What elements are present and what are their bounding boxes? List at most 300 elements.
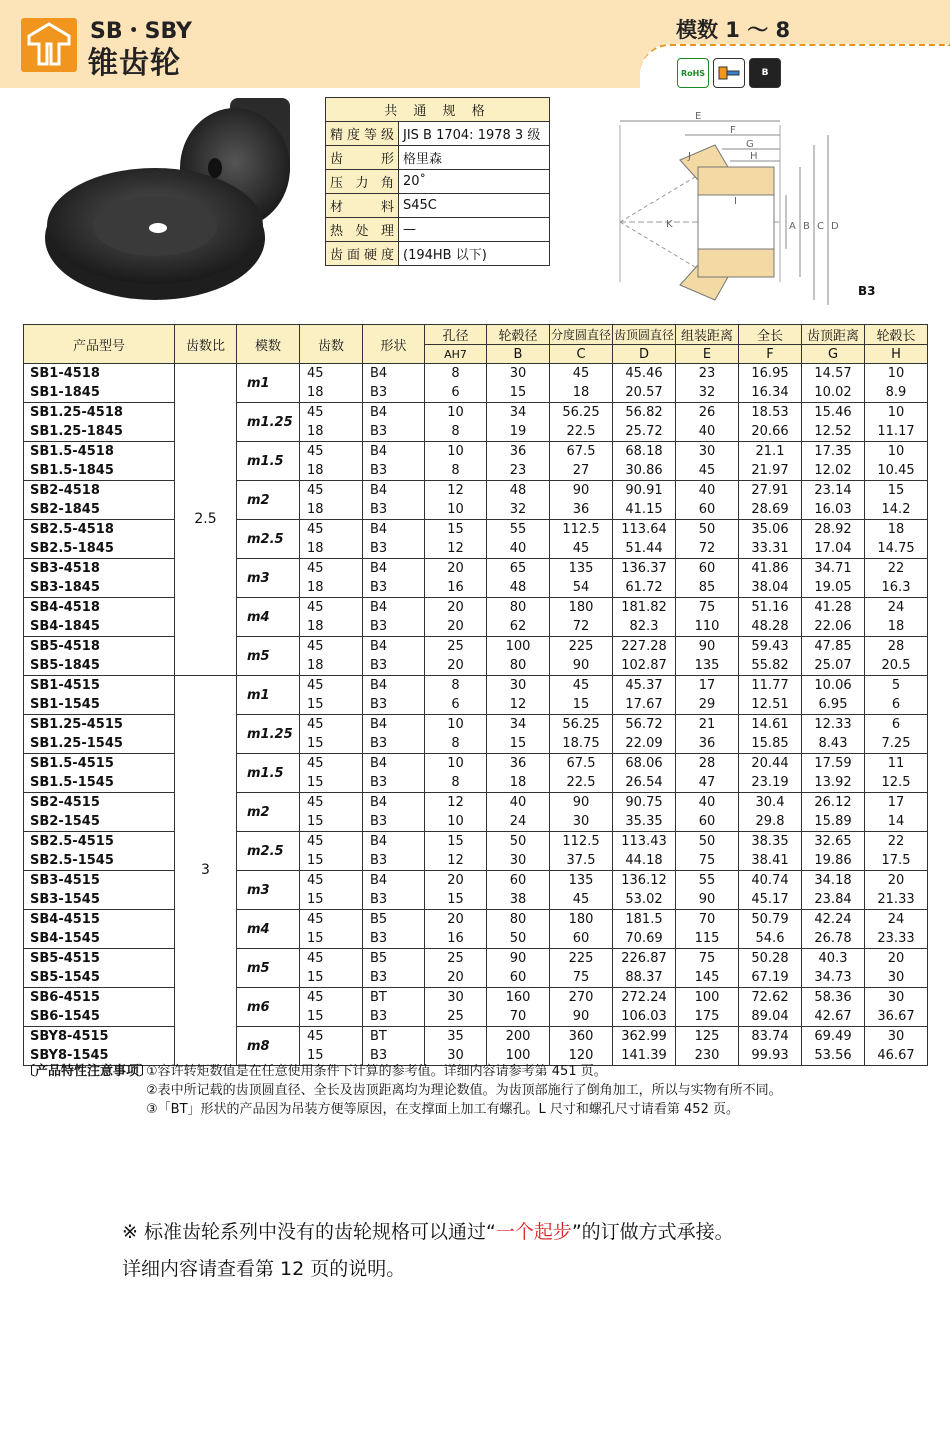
table-row [24, 793, 928, 832]
footer-highlight: 一个起步 [495, 1221, 572, 1243]
shape-cell-value: B4 [370, 522, 388, 537]
mount-dist-cell-value: 85 [698, 580, 716, 595]
shape-cell-value: B3 [370, 931, 388, 946]
header-model: 产品型号 [24, 325, 175, 364]
hub-len-cell [865, 754, 928, 793]
hub-len-cell-value: 24 [887, 912, 905, 927]
crown-dist-cell [802, 715, 865, 754]
teeth-cell-value: 15 [307, 736, 324, 751]
bore-cell [425, 793, 487, 832]
teeth-cell-value: 15 [307, 697, 324, 712]
module-cell: m6 [237, 988, 300, 1027]
hub-dia-cell-value: 24 [509, 814, 527, 829]
pitch-dia-cell [550, 949, 613, 988]
mount-dist-cell-value: 72 [698, 541, 716, 556]
mount-dist-cell-value: 60 [698, 502, 716, 517]
total-len-cell-value: 48.28 [751, 619, 789, 634]
dim-D: D [831, 221, 839, 232]
sub-header-F: F [739, 345, 802, 364]
hub-dia-cell-value: 34 [509, 717, 527, 732]
crown-dist-cell-value: 19.86 [814, 853, 852, 868]
teeth-cell [300, 364, 363, 403]
pitch-dia-cell-value: 225 [568, 639, 594, 654]
hub-len-cell [865, 481, 928, 520]
bore-cell-value: 35 [447, 1029, 464, 1044]
dim-H: H [750, 151, 758, 162]
header-hub-dia: 轮毂径 [487, 325, 550, 345]
crown-dist-cell [802, 598, 865, 637]
model-cell-value: SB2-1845 [30, 502, 100, 517]
teeth-cell-value: 15 [307, 1009, 324, 1024]
teeth-cell-value: 45 [307, 834, 324, 849]
teeth-cell-value: 18 [307, 580, 324, 595]
outside-dia-cell [613, 442, 676, 481]
spec-key: 材 料 [326, 194, 399, 218]
outside-dia-cell [613, 598, 676, 637]
bore-cell-value: 15 [447, 892, 464, 907]
model-cell [24, 715, 175, 754]
mount-dist-cell [676, 754, 739, 793]
teeth-cell-value: 45 [307, 405, 324, 420]
total-len-cell [739, 988, 802, 1027]
crown-dist-cell-value: 10.06 [814, 678, 852, 693]
model-cell-value: SB1-4515 [30, 678, 100, 693]
hub-dia-cell-value: 38 [509, 892, 527, 907]
teeth-cell [300, 559, 363, 598]
crown-dist-cell [802, 871, 865, 910]
model-cell [24, 559, 175, 598]
hub-len-cell-value: 28 [887, 639, 905, 654]
hub-len-cell [865, 1027, 928, 1066]
total-len-cell-value: 23.19 [751, 775, 789, 790]
total-len-cell-value: 55.82 [751, 658, 789, 673]
total-len-cell [739, 481, 802, 520]
outside-dia-cell-value: 30.86 [625, 463, 663, 478]
dim-I: I [734, 196, 737, 207]
crown-dist-cell-value: 17.59 [814, 756, 852, 771]
total-len-cell-value: 15.85 [751, 736, 789, 751]
note-item: ③「BT」形状的产品因为吊装方便等原因，在支撑面上加工有螺孔。L 尺寸和螺孔尺寸请看第 452 页。 [146, 1102, 739, 1117]
module-cell: m3 [237, 871, 300, 910]
total-len-cell-value: 38.35 [751, 834, 789, 849]
teeth-cell [300, 442, 363, 481]
model-cell-value: SB4-4518 [30, 600, 100, 615]
bore-cell [425, 442, 487, 481]
crown-dist-cell-value: 25.07 [814, 658, 852, 673]
rohs-icon: RoHS [677, 58, 709, 88]
ratio-cell: 3 [175, 676, 237, 1066]
crown-dist-cell-value: 41.28 [814, 600, 852, 615]
teeth-cell-value: 45 [307, 561, 324, 576]
model-cell-value: SB2.5-1545 [30, 853, 114, 868]
outside-dia-cell [613, 715, 676, 754]
model-cell-value: SB1.25-1845 [30, 424, 123, 439]
crown-dist-cell-value: 34.18 [814, 873, 852, 888]
shape-cell-value: B4 [370, 405, 388, 420]
crown-dist-cell-value: 47.85 [814, 639, 852, 654]
crown-dist-cell [802, 754, 865, 793]
pitch-dia-cell-value: 18.75 [562, 736, 600, 751]
pitch-dia-cell-value: 15 [572, 697, 590, 712]
shape-cell-value: B3 [370, 502, 388, 517]
bore-cell [425, 949, 487, 988]
bore-cell [425, 988, 487, 1027]
model-cell-value: SB2-4518 [30, 483, 100, 498]
table-row [24, 871, 928, 910]
mount-dist-cell-value: 55 [698, 873, 716, 888]
crown-dist-cell-value: 16.03 [814, 502, 852, 517]
sub-header-H: H [865, 345, 928, 364]
table-row [24, 520, 928, 559]
bore-cell-value: 20 [447, 873, 464, 888]
header-bore: 孔径 [425, 325, 487, 345]
outside-dia-cell-value: 102.87 [621, 658, 667, 673]
badge-row [677, 58, 781, 88]
model-cell-value: SB6-4515 [30, 990, 100, 1005]
model-cell-value: SB5-1845 [30, 658, 100, 673]
teeth-cell [300, 871, 363, 910]
total-len-cell [739, 871, 802, 910]
table-row [24, 637, 928, 676]
hub-dia-cell [487, 949, 550, 988]
dim-G: G [746, 139, 754, 150]
pitch-dia-cell [550, 715, 613, 754]
mount-dist-cell-value: 75 [698, 951, 716, 966]
pitch-dia-cell-value: 270 [568, 990, 594, 1005]
model-cell-value: SB2-1545 [30, 814, 100, 829]
total-len-cell [739, 832, 802, 871]
crown-dist-cell-value: 17.35 [814, 444, 852, 459]
hub-len-cell [865, 520, 928, 559]
mount-dist-cell-value: 175 [694, 1009, 720, 1024]
hub-dia-cell-value: 60 [509, 873, 527, 888]
outside-dia-cell [613, 481, 676, 520]
module-cell: m4 [237, 598, 300, 637]
crown-dist-cell-value: 23.14 [814, 483, 852, 498]
hub-dia-cell-value: 100 [505, 639, 531, 654]
hub-dia-cell-value: 30 [509, 366, 527, 381]
hub-dia-cell-value: 15 [509, 736, 527, 751]
model-cell-value: SBY8-4515 [30, 1029, 109, 1044]
spec-key: 齿 形 [326, 146, 399, 170]
crown-dist-cell-value: 14.57 [814, 366, 852, 381]
pitch-dia-cell-value: 22.5 [566, 424, 596, 439]
header-shape: 形状 [363, 325, 425, 364]
teeth-cell [300, 754, 363, 793]
pitch-dia-cell-value: 225 [568, 951, 594, 966]
model-cell [24, 520, 175, 559]
teeth-cell-value: 45 [307, 366, 324, 381]
hub-len-cell [865, 442, 928, 481]
crown-dist-cell [802, 481, 865, 520]
mount-dist-cell-value: 90 [698, 639, 716, 654]
hub-len-cell [865, 715, 928, 754]
outside-dia-cell-value: 136.37 [621, 561, 667, 576]
pitch-dia-cell-value: 75 [572, 970, 590, 985]
hub-dia-cell-value: 200 [505, 1029, 531, 1044]
bore-type-b-icon: B [749, 58, 781, 88]
hub-dia-cell-value: 55 [509, 522, 527, 537]
bore-cell-value: 25 [447, 951, 464, 966]
model-cell-value: SBY8-1545 [30, 1048, 109, 1063]
teeth-cell-value: 15 [307, 931, 324, 946]
hub-dia-cell-value: 50 [509, 931, 527, 946]
teeth-cell-value: 15 [307, 814, 324, 829]
shape-cell-value: B3 [370, 736, 388, 751]
total-len-cell-value: 20.44 [751, 756, 789, 771]
shape-cell [363, 520, 425, 559]
pitch-dia-cell [550, 910, 613, 949]
spec-key: 精度等级 [326, 122, 399, 146]
mount-dist-cell-value: 75 [698, 600, 716, 615]
total-len-cell [739, 754, 802, 793]
shape-cell [363, 988, 425, 1027]
teeth-cell-value: 18 [307, 619, 324, 634]
crown-dist-cell [802, 949, 865, 988]
teeth-cell-value: 18 [307, 502, 324, 517]
total-len-cell-value: 27.91 [751, 483, 789, 498]
bore-cell-value: 20 [447, 619, 464, 634]
hub-len-cell-value: 16.3 [881, 580, 911, 595]
model-cell-value: SB1-1845 [30, 385, 100, 400]
bore-cell-value: 8 [451, 775, 460, 790]
total-len-cell-value: 16.34 [751, 385, 789, 400]
shape-cell [363, 871, 425, 910]
crown-dist-cell-value: 26.78 [814, 931, 852, 946]
shape-cell [363, 910, 425, 949]
hub-len-cell-value: 15 [887, 483, 905, 498]
crown-dist-cell [802, 442, 865, 481]
hub-dia-cell [487, 364, 550, 403]
hub-len-cell-value: 36.67 [877, 1009, 915, 1024]
shape-cell-value: B4 [370, 678, 388, 693]
teeth-cell [300, 598, 363, 637]
total-len-cell-value: 89.04 [751, 1009, 789, 1024]
note-item: ①容许转矩数值是在任意使用条件下计算的参考值。详细内容请参考第 451 页。 [146, 1064, 607, 1079]
teeth-cell-value: 15 [307, 1048, 324, 1063]
pitch-dia-cell-value: 30 [572, 814, 590, 829]
outside-dia-cell [613, 1027, 676, 1066]
hub-len-cell [865, 871, 928, 910]
sub-header-E: E [676, 345, 739, 364]
crown-dist-cell [802, 1027, 865, 1066]
hub-len-cell-value: 11.17 [877, 424, 915, 439]
header-outside-dia: 齿顶圆直径 [613, 325, 676, 345]
spec-title: 共 通 规 格 [326, 98, 550, 122]
crown-dist-cell [802, 676, 865, 715]
table-row [24, 949, 928, 988]
hub-dia-cell [487, 676, 550, 715]
product-notes [22, 1062, 782, 1119]
total-len-cell-value: 54.6 [755, 931, 785, 946]
outside-dia-cell-value: 45.46 [625, 366, 663, 381]
crown-dist-cell-value: 40.3 [818, 951, 848, 966]
hub-dia-cell [487, 871, 550, 910]
teeth-cell [300, 949, 363, 988]
total-len-cell [739, 442, 802, 481]
table-row [24, 559, 928, 598]
total-len-cell-value: 35.06 [751, 522, 789, 537]
hub-len-cell-value: 30 [887, 970, 905, 985]
mount-dist-cell-value: 21 [698, 717, 716, 732]
dim-J: J [688, 151, 691, 162]
hub-len-cell [865, 910, 928, 949]
total-len-cell-value: 50.79 [751, 912, 789, 927]
outside-dia-cell-value: 25.72 [625, 424, 663, 439]
hub-dia-cell [487, 910, 550, 949]
common-spec-table [325, 97, 550, 266]
teeth-cell [300, 676, 363, 715]
sub-header-D: D [613, 345, 676, 364]
total-len-cell-value: 45.17 [751, 892, 789, 907]
mount-dist-cell-value: 110 [694, 619, 720, 634]
outside-dia-cell-value: 56.72 [625, 717, 663, 732]
footer-line-1 [122, 1214, 734, 1251]
model-cell [24, 754, 175, 793]
pitch-dia-cell-value: 45 [572, 366, 590, 381]
hub-len-cell-value: 10 [887, 405, 905, 420]
hub-len-cell-value: 5 [891, 678, 901, 693]
mount-dist-cell-value: 47 [698, 775, 716, 790]
hub-dia-cell [487, 754, 550, 793]
outside-dia-cell-value: 272.24 [621, 990, 667, 1005]
hub-len-cell [865, 559, 928, 598]
outside-dia-cell-value: 113.64 [621, 522, 667, 537]
spec-key: 齿面硬度 [326, 242, 399, 266]
pitch-dia-cell-value: 27 [572, 463, 590, 478]
outside-dia-cell-value: 20.57 [625, 385, 663, 400]
hub-dia-cell-value: 48 [509, 580, 527, 595]
mount-dist-cell-value: 70 [698, 912, 716, 927]
brand-logo [21, 18, 77, 72]
bore-cell-value: 8 [451, 424, 460, 439]
outside-dia-cell [613, 949, 676, 988]
mount-dist-cell [676, 793, 739, 832]
pitch-dia-cell [550, 364, 613, 403]
hub-dia-cell [487, 988, 550, 1027]
pitch-dia-cell-value: 36 [572, 502, 590, 517]
total-len-cell-value: 51.16 [751, 600, 789, 615]
dimension-diagram [610, 105, 900, 305]
crown-dist-cell-value: 53.56 [814, 1048, 852, 1063]
bore-cell-value: 25 [447, 639, 464, 654]
table-row [24, 481, 928, 520]
product-table-body [24, 364, 928, 1066]
mount-dist-cell [676, 715, 739, 754]
footer-line-2: 详细内容请查看第 12 页的说明。 [122, 1258, 406, 1280]
total-len-cell-value: 11.77 [751, 678, 789, 693]
teeth-cell-value: 15 [307, 970, 324, 985]
header-teeth: 齿数 [300, 325, 363, 364]
hub-len-cell-value: 10 [887, 444, 905, 459]
pitch-dia-cell [550, 598, 613, 637]
crown-dist-cell-value: 69.49 [814, 1029, 852, 1044]
teeth-cell [300, 481, 363, 520]
model-cell [24, 637, 175, 676]
total-len-cell-value: 59.43 [751, 639, 789, 654]
outside-dia-cell-value: 17.67 [625, 697, 663, 712]
bore-cell-value: 16 [447, 580, 464, 595]
bore-cell [425, 910, 487, 949]
crown-dist-cell-value: 26.12 [814, 795, 852, 810]
hub-len-cell-value: 6 [891, 697, 901, 712]
hub-len-cell [865, 949, 928, 988]
pitch-dia-cell-value: 90 [572, 658, 590, 673]
sub-header-A: AH7 [425, 345, 487, 364]
mount-dist-cell [676, 832, 739, 871]
hub-len-cell-value: 20 [887, 951, 905, 966]
hub-len-cell-value: 18 [887, 619, 905, 634]
outside-dia-cell-value: 61.72 [625, 580, 663, 595]
shape-cell-value: B4 [370, 600, 388, 615]
mount-dist-cell-value: 29 [698, 697, 716, 712]
pitch-dia-cell-value: 45 [572, 892, 590, 907]
module-cell: m1 [237, 676, 300, 715]
hub-dia-cell-value: 30 [509, 853, 527, 868]
hub-len-cell-value: 21.33 [877, 892, 915, 907]
crown-dist-cell-value: 34.71 [814, 561, 852, 576]
shape-cell [363, 442, 425, 481]
teeth-cell [300, 637, 363, 676]
teeth-cell-value: 45 [307, 795, 324, 810]
shape-cell [363, 949, 425, 988]
mount-dist-cell-value: 135 [694, 658, 720, 673]
shape-cell-value: B4 [370, 834, 388, 849]
outside-dia-cell-value: 68.18 [625, 444, 663, 459]
outside-dia-cell-value: 45.37 [625, 678, 663, 693]
total-len-cell-value: 67.19 [751, 970, 789, 985]
model-cell-value: SB4-1545 [30, 931, 100, 946]
model-cell-value: SB1-4518 [30, 366, 100, 381]
mount-dist-cell [676, 637, 739, 676]
hub-len-cell-value: 20.5 [881, 658, 911, 673]
brand-english: SB・SBY [90, 19, 192, 44]
shape-cell-value: B3 [370, 424, 388, 439]
crown-dist-cell [802, 364, 865, 403]
shape-cell-value: B3 [370, 1048, 388, 1063]
shape-cell [363, 481, 425, 520]
teeth-cell-value: 15 [307, 775, 324, 790]
module-cell: m2.5 [237, 520, 300, 559]
shape-cell-value: B4 [370, 639, 388, 654]
bore-cell-value: 20 [447, 658, 464, 673]
shape-cell-value: B3 [370, 1009, 388, 1024]
outside-dia-cell-value: 82.3 [629, 619, 659, 634]
outside-dia-cell-value: 106.03 [621, 1009, 667, 1024]
pitch-dia-cell-value: 22.5 [566, 775, 596, 790]
teeth-cell [300, 715, 363, 754]
shape-cell-value: B4 [370, 366, 388, 381]
total-len-cell [739, 676, 802, 715]
outside-dia-cell-value: 41.15 [625, 502, 663, 517]
outside-dia-cell [613, 793, 676, 832]
bore-cell-value: 12 [447, 853, 464, 868]
table-row [24, 988, 928, 1027]
model-cell-value: SB1.25-4518 [30, 405, 123, 420]
mount-dist-cell-value: 40 [698, 795, 716, 810]
pitch-dia-cell [550, 442, 613, 481]
hub-dia-cell [487, 715, 550, 754]
bore-cell-value: 30 [447, 1048, 464, 1063]
bore-cell [425, 481, 487, 520]
shape-cell-value: B4 [370, 795, 388, 810]
crown-dist-cell [802, 559, 865, 598]
pitch-dia-cell-value: 54 [572, 580, 590, 595]
table-row [24, 676, 928, 715]
mount-dist-cell [676, 988, 739, 1027]
module-cell: m2 [237, 793, 300, 832]
mount-dist-cell-value: 125 [694, 1029, 720, 1044]
